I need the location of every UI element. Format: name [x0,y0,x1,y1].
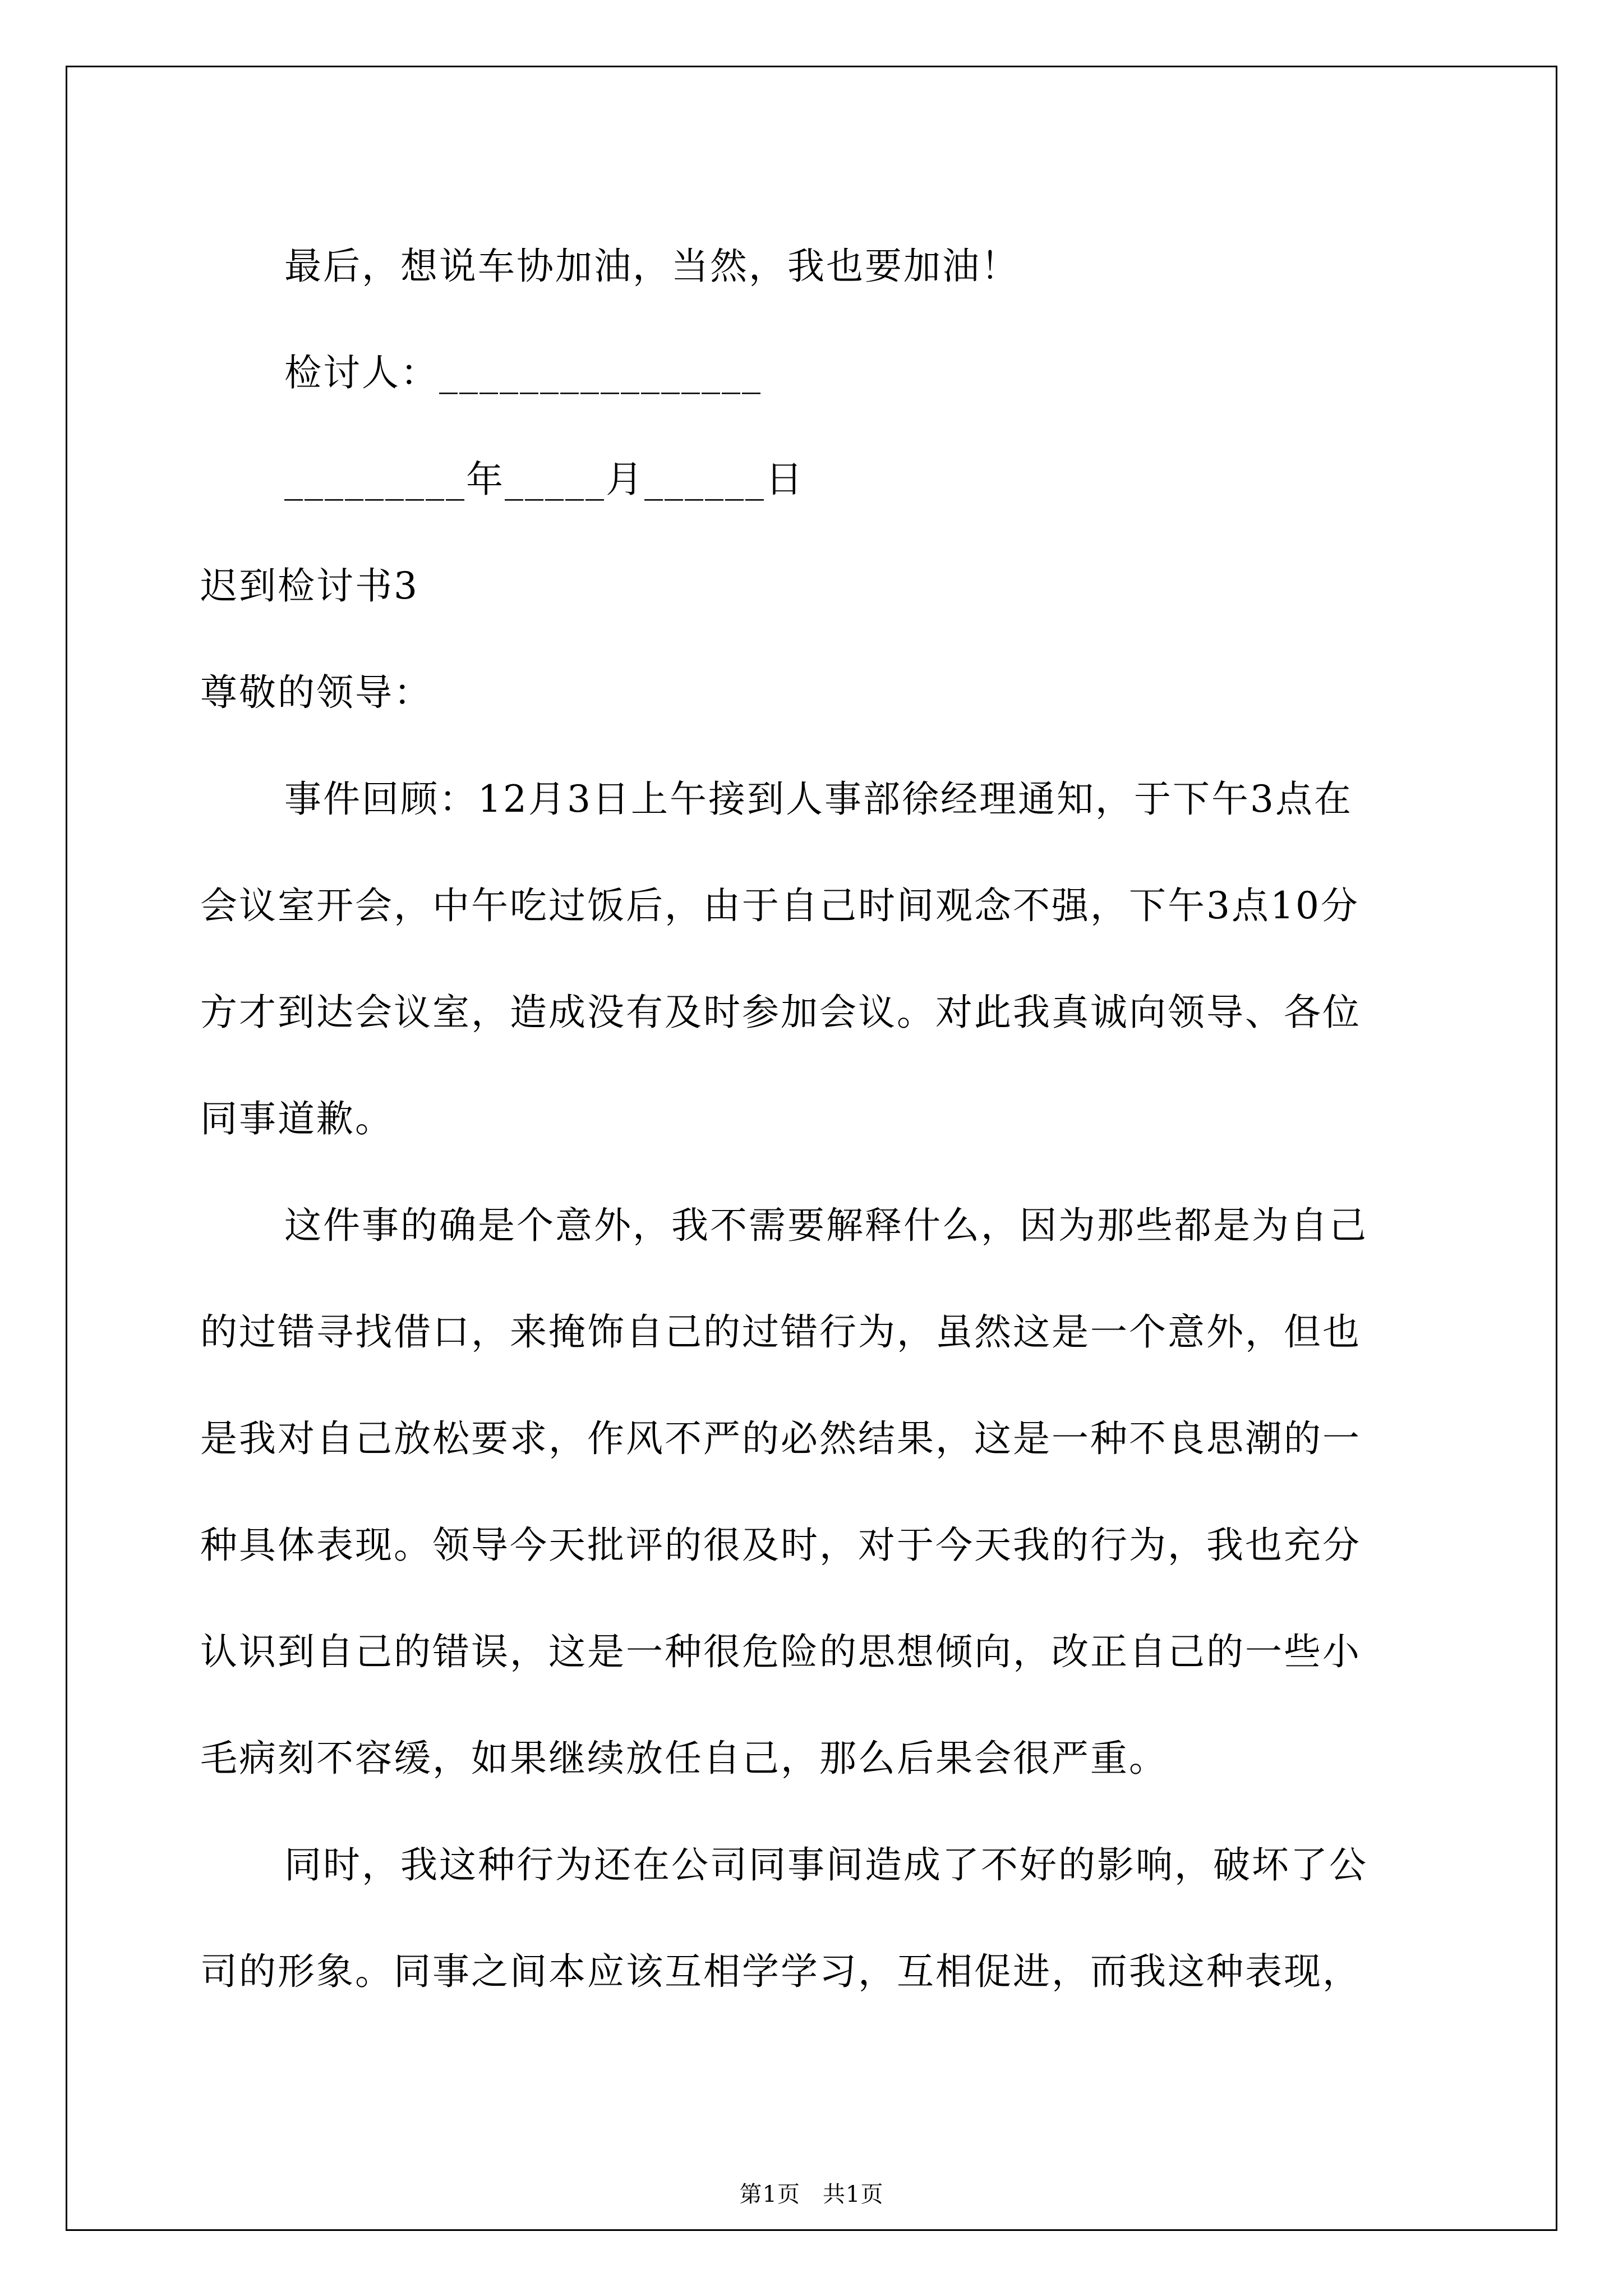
text-line: 方才到达会议室，造成没有及时参加会议。对此我真诚向领导、各位 [200,991,1361,1034]
page-footer [0,2177,1623,2208]
text-line: 事件回顾：12月3日上午接到人事部徐经理通知，于下午3点在 [284,777,1353,821]
paragraph-event-review [200,746,1428,1172]
paragraph-impact [200,1812,1428,2025]
text-line: 同时，我这种行为还在公司同事间造成了不好的影响，破坏了公 [284,1843,1368,1887]
text-line: 是我对自己放松要求，作风不严的必然结果，这是一种不良思潮的一 [200,1417,1361,1460]
text-line: 司的形象。同事之间本应该互相学学习，互相促进，而我这种表现， [200,1950,1361,1993]
page-number-total: 共1页 [823,2182,884,2207]
salutation: 尊敬的领导： [200,671,432,714]
text-line: 同事道歉。 [200,1097,394,1140]
signature-line: 检讨人：________________ [284,351,762,394]
paragraph-reflection [200,1172,1428,1812]
text-line: 这件事的确是个意外，我不需要解释什么，因为那些都是为自己 [284,1204,1368,1247]
document-body [200,213,1428,2025]
text-line: 会议室开会，中午吃过饭后，由于自己时间观念不强，下午3点10分 [200,884,1359,927]
closing-line: 最后，想说车协加油，当然，我也要加油！ [284,245,1020,288]
text-line: 种具体表现。领导今天批评的很及时，对于今天我的行为，我也充分 [200,1524,1361,1567]
text-line: 毛病刻不容缓，如果继续放任自己，那么后果会很严重。 [200,1737,1168,1780]
section-title: 迟到检讨书3 [200,564,419,608]
page-number-current: 第1页 [739,2182,800,2207]
date-line: _________年_____月______日 [284,458,804,501]
text-line: 的过错寻找借口，来掩饰自己的过错行为，虽然这是一个意外，但也 [200,1310,1361,1354]
text-line: 认识到自己的错误，这是一种很危险的思想倾向，改正自己的一些小 [200,1630,1361,1673]
